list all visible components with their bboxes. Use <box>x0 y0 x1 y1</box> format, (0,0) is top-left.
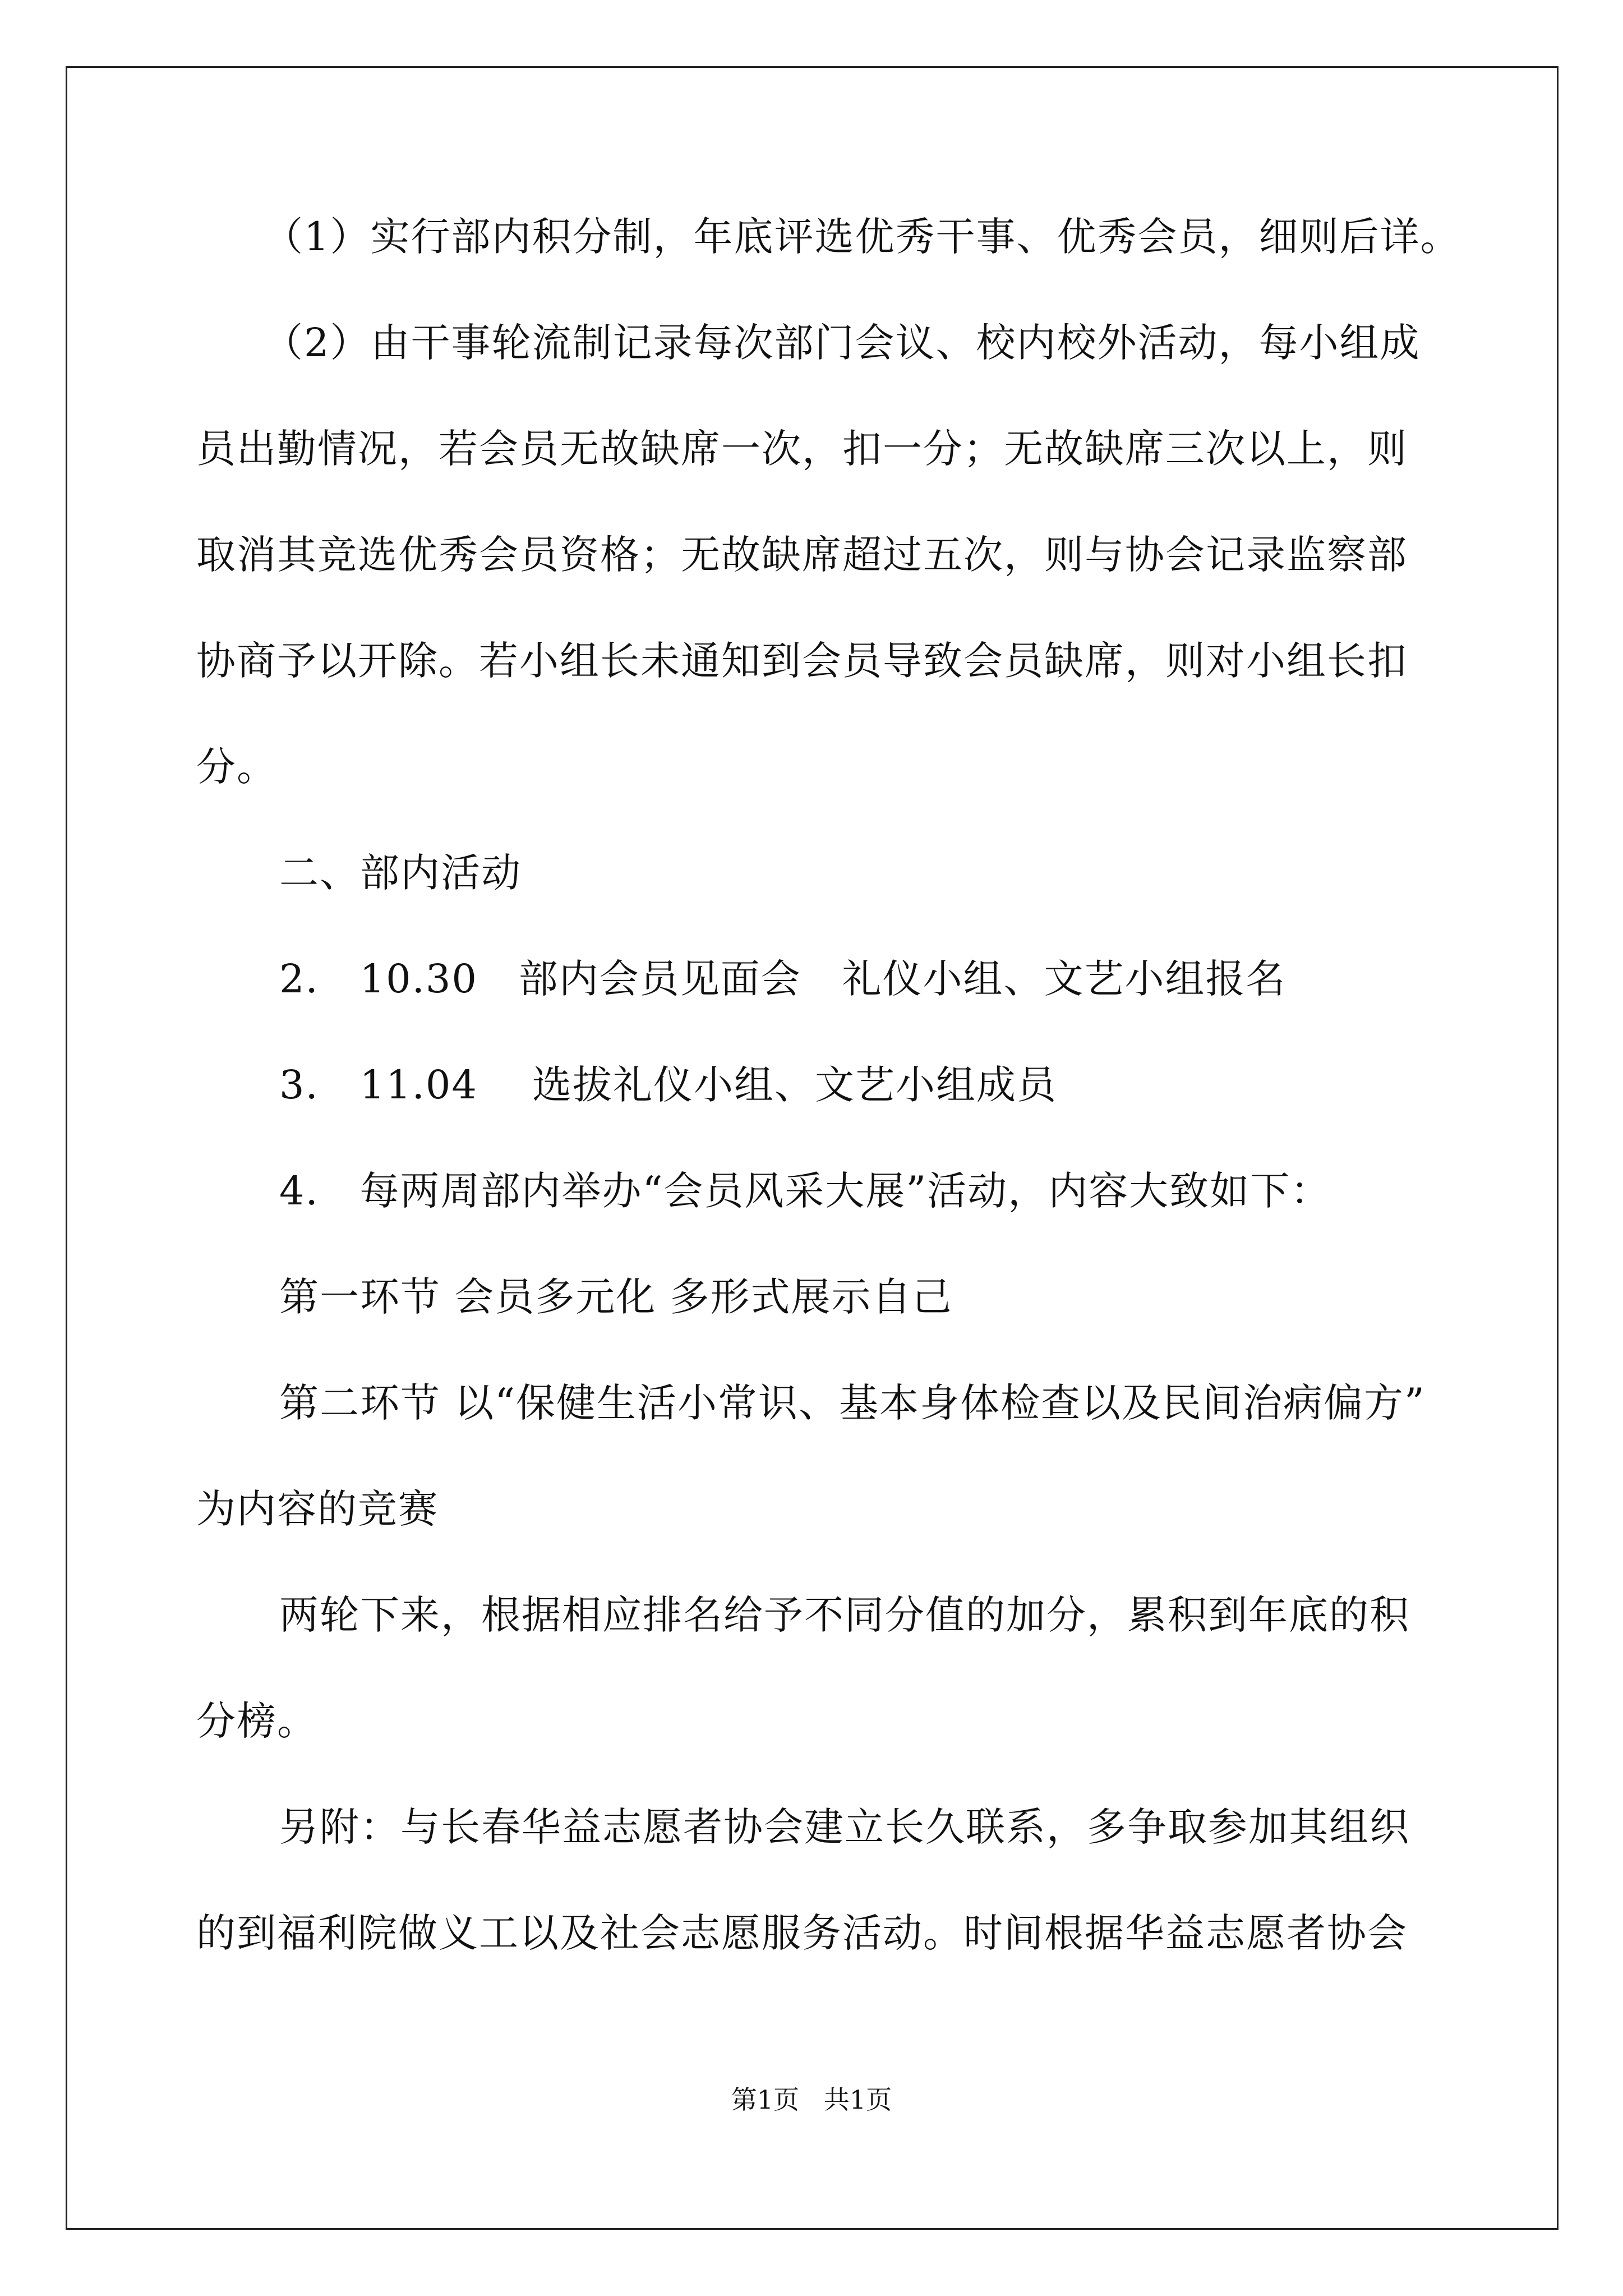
scoring-line-1: 两轮下来，根据相应排名给予不同分值的加分，累积到年底的积 <box>279 1592 1410 1638</box>
page-footer: 第1页 共1页 <box>731 2085 892 2115</box>
stage-two-line: 第二环节 以“保健生活小常识、基本身体检查以及民间治病偏方” <box>279 1380 1426 1426</box>
page-border <box>66 66 1559 2230</box>
paragraph-line-4: 取消其竞选优秀会员资格；无故缺席超过五次，则与协会记录监察部 <box>196 532 1408 578</box>
stage-one-line: 第一环节 会员多元化 多形式展示自己 <box>279 1274 953 1320</box>
scoring-line-2: 分榜。 <box>196 1698 317 1744</box>
appendix-line-2: 的到福利院做义工以及社会志愿服务活动。时间根据华益志愿者协会 <box>196 1910 1408 1956</box>
paragraph-line-5: 协商予以开除。若小组长未通知到会员导致会员缺席，则对小组长扣 <box>196 638 1408 684</box>
paragraph-line-1: （1）实行部内积分制，年底评选优秀干事、优秀会员，细则后详。 <box>264 214 1461 260</box>
activity-item-3: 3. 11.04 选拔礼仪小组、文艺小组成员 <box>279 1062 1057 1108</box>
section-heading: 二、部内活动 <box>279 850 522 896</box>
activity-item-4: 4. 每两周部内举办“会员风采大展”活动，内容大致如下： <box>279 1168 1331 1214</box>
appendix-line-1: 另附：与长春华益志愿者协会建立长久联系，多争取参加其组织 <box>279 1804 1410 1850</box>
activity-item-2: 2. 10.30 部内会员见面会 礼仪小组、文艺小组报名 <box>279 956 1287 1002</box>
stage-two-line-cont: 为内容的竞赛 <box>196 1486 439 1532</box>
paragraph-line-3: 员出勤情况，若会员无故缺席一次，扣一分；无故缺席三次以上，则 <box>196 426 1408 472</box>
paragraph-line-2: （2）由干事轮流制记录每次部门会议、校内校外活动，每小组成 <box>264 320 1421 366</box>
paragraph-line-6: 分。 <box>196 744 277 790</box>
